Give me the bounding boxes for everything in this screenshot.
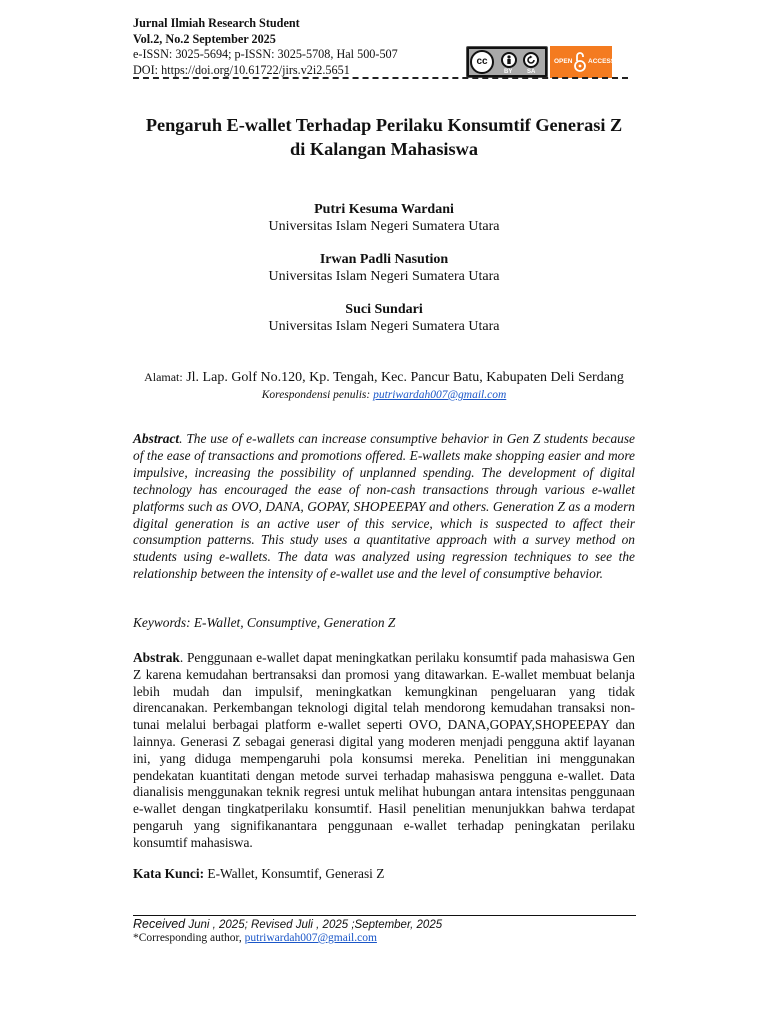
journal-issn: e-ISSN: 3025-5694; p-ISSN: 3025-5708, Hal 500-507 xyxy=(133,47,398,61)
license-badges xyxy=(466,46,616,78)
abstrak-heading: Abstrak xyxy=(133,650,180,665)
author-affiliation: Universitas Islam Negeri Sumatera Utara xyxy=(268,219,500,234)
address-text: Jl. Lap. Golf No.120, Kp. Tengah, Kec. Pancur Batu, Kabupaten Deli Serdang xyxy=(186,370,624,385)
address-label: Alamat: xyxy=(144,370,183,384)
address-line xyxy=(90,369,678,386)
corresponding-author-label: *Corresponding author, xyxy=(133,932,245,944)
abstract-text: . The use of e-wallets can increase consumptive behavior in Gen Z students because of the ease of transactions and promotions offered. E-wallets make shopping easier and more impulsive, increasing the possibility of unplanned spending. The development of digital technology has encouraged the ease of non-cash transactions through various e-wallet platforms such as OVO, DANA, GOPAY, SHOPEEPAY and others. Generation Z as a modern digital generation is an active user of this service, which is suspected to affect their consumption patterns. This study uses a quantitative approach with a survey method on students using e-wallets. The data was analyzed using regression techniques to see the relationship between the intensity of e-wallet use and the level of consumptive behavior. xyxy=(133,431,635,582)
kata-kunci-text: E-Wallet, Konsumtif, Generasi Z xyxy=(204,866,385,881)
abstract-indonesian xyxy=(133,650,635,852)
received-text: Juni , 2025; Revised Juli , 2025 ;September, 2025 xyxy=(185,919,443,931)
correspondence-line xyxy=(90,389,678,401)
abstrak-text: . Penggunaan e-wallet dapat meningkatkan perilaku konsumtif pada mahasiswa Gen Z karena kemudahan bertransaksi dan promosi yang ditawarkan. E-wallet membuat belanja lebih mudah dan impulsif, meningkatkan kemungkinan pengeluaran yang tidak direncanakan. Perkembangan teknologi digital telah mendorong kemudahan transaksi non-tunai melalui berbagai platform e-wallet seperti OVO, DANA,GOPAY,SHOPEEPAY dan lainnya. Generasi Z sebagai generasi digital yang moderen menjadi pengguna aktif layanan ini, yang diduga mempengaruhi pola konsumsi mereka. Penelitian ini menggunakan pendekatan kuantitati dengan metode survei terhadap mahasiswa pengguna e-wallet. Data dianalisis menggunakan teknik regresi untuk melihat hubungan antara intensitas penggunaan e-wallet dengan tingkatperilaku konsumtif. Hasil penelitian menunjukkan bahwa terdapat pengaruh yang signifikanantara penggunaan e-wallet terhadap peningkatan perilaku konsumtif mahasiswa. xyxy=(133,650,635,850)
open-lock-icon xyxy=(574,51,586,73)
keywords-indonesian xyxy=(133,866,635,882)
author-name: Irwan Padli Nasution xyxy=(319,252,449,267)
journal-volume: Vol.2, No.2 September 2025 xyxy=(133,31,276,46)
author-block xyxy=(90,301,678,335)
author-name: Suci Sundari xyxy=(345,302,423,317)
kata-kunci-heading: Kata Kunci: xyxy=(133,866,205,881)
access-label: ACCESS xyxy=(588,58,616,65)
correspondence-label: Korespondensi penulis: xyxy=(261,389,371,401)
journal-doi: DOI: https://doi.org/10.61722/jirs.v2i2.5651 xyxy=(133,62,350,77)
author-block xyxy=(90,251,678,285)
title-line-1: Pengaruh E-wallet Terhadap Perilaku Konsumtif Generasi Z xyxy=(145,115,623,135)
paper-title xyxy=(90,113,678,161)
received-lead: Received xyxy=(133,917,186,931)
title-line-2: di Kalangan Mahasiswa xyxy=(290,139,478,159)
open-access-badge[interactable] xyxy=(550,46,616,78)
header-divider xyxy=(133,77,628,79)
footer-divider xyxy=(133,915,636,916)
cc-icon: cc xyxy=(470,50,494,74)
author-affiliation: Universitas Islam Negeri Sumatera Utara xyxy=(268,319,500,334)
share-alike-icon xyxy=(523,52,539,68)
person-icon xyxy=(501,52,517,68)
author-affiliation: Universitas Islam Negeri Sumatera Utara xyxy=(268,269,500,284)
keywords-english: Keywords: E-Wallet, Consumptive, Generation Z xyxy=(133,615,396,630)
by-label: BY xyxy=(504,69,513,75)
cc-by-sa-badge[interactable] xyxy=(466,46,548,78)
author-block xyxy=(90,201,678,235)
corresponding-author-email-link[interactable]: putriwardah007@gmail.com xyxy=(244,932,377,944)
sa-label: SA xyxy=(527,69,536,75)
correspondence-email-link[interactable]: putriwardah007@gmail.com xyxy=(373,389,507,401)
author-name: Putri Kesuma Wardani xyxy=(314,202,454,217)
abstract-english xyxy=(133,431,635,583)
abstract-heading: Abstract xyxy=(133,431,180,446)
corresponding-author-note xyxy=(133,932,377,944)
received-dates xyxy=(133,917,442,931)
journal-name: Jurnal Ilmiah Research Student xyxy=(133,16,300,30)
open-label: OPEN xyxy=(554,58,573,65)
